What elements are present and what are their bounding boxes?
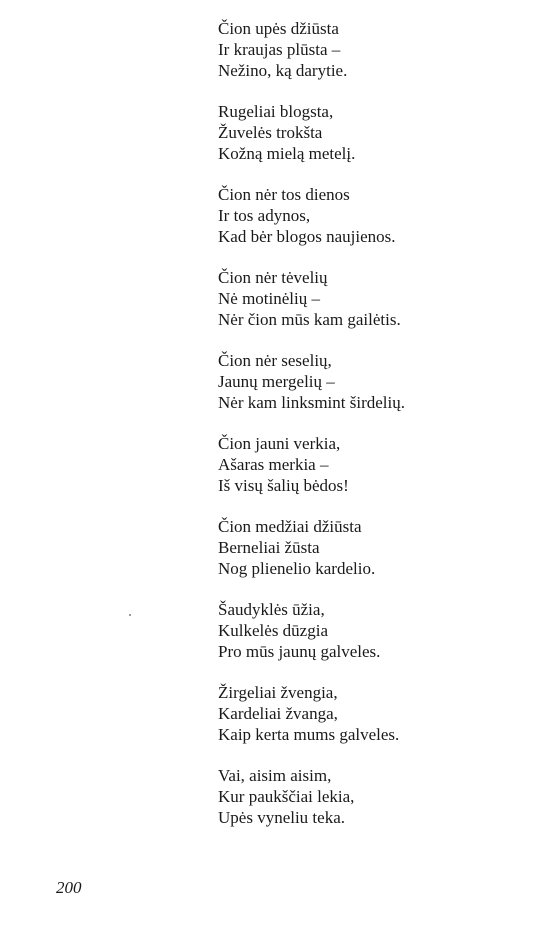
poem-line: Žirgeliai žvengia,	[218, 683, 338, 702]
poem-line: Čion medžiai džiūsta	[218, 517, 362, 536]
stanza-1	[218, 18, 538, 81]
poem-line: Vai, aisim aisim,	[218, 766, 332, 785]
poem-line: Nėr čion mūs kam gailėtis.	[218, 310, 401, 329]
stanza-5	[218, 350, 538, 413]
stanza-10	[218, 765, 538, 828]
stanza-4	[218, 267, 538, 330]
poem-line: Ašaras merkia –	[218, 455, 329, 474]
poem-line: Nežino, ką darytie.	[218, 61, 348, 80]
poem-line: Čion jauni verkia,	[218, 434, 341, 453]
poem-line: Ir kraujas plūsta –	[218, 40, 341, 59]
poem	[218, 18, 538, 848]
poem-line: Iš visų šalių bėdos!	[218, 476, 349, 495]
stanza-8	[218, 599, 538, 662]
page-number: 200	[56, 878, 82, 897]
stanza-6	[218, 433, 538, 496]
poem-line: Jaunų mergelių –	[218, 372, 335, 391]
poem-line: Kad bėr blogos naujienos.	[218, 227, 396, 246]
poem-line: Kardeliai žvanga,	[218, 704, 338, 723]
poem-line: Kožną mielą metelį.	[218, 144, 356, 163]
poem-line: Kaip kerta mums galveles.	[218, 725, 400, 744]
poem-line: Nėr kam linksmint širdelių.	[218, 393, 405, 412]
poem-line: Žuvelės trokšta	[218, 123, 323, 142]
poem-line: Nog plienelio kardelio.	[218, 559, 376, 578]
poem-line: Kur paukščiai lekia,	[218, 787, 355, 806]
stanza-2	[218, 101, 538, 164]
poem-line: Upės vyneliu teka.	[218, 808, 345, 827]
poem-line: Čion nėr seselių,	[218, 351, 332, 370]
scan-speck	[129, 614, 131, 616]
poem-line: Ir tos adynos,	[218, 206, 311, 225]
poem-line: Berneliai žūsta	[218, 538, 320, 557]
poem-line: Čion upės džiūsta	[218, 19, 339, 38]
poem-line: Kulkelės dūzgia	[218, 621, 328, 640]
poem-line: Čion nėr tos dienos	[218, 185, 350, 204]
poem-line: Nė motinėlių –	[218, 289, 320, 308]
poem-line: Šaudyklės ūžia,	[218, 600, 325, 619]
stanza-9	[218, 682, 538, 745]
stanza-7	[218, 516, 538, 579]
poem-line: Čion nėr tėvelių	[218, 268, 328, 287]
stanza-3	[218, 184, 538, 247]
poem-line: Rugeliai blogsta,	[218, 102, 334, 121]
poem-line: Pro mūs jaunų galveles.	[218, 642, 381, 661]
